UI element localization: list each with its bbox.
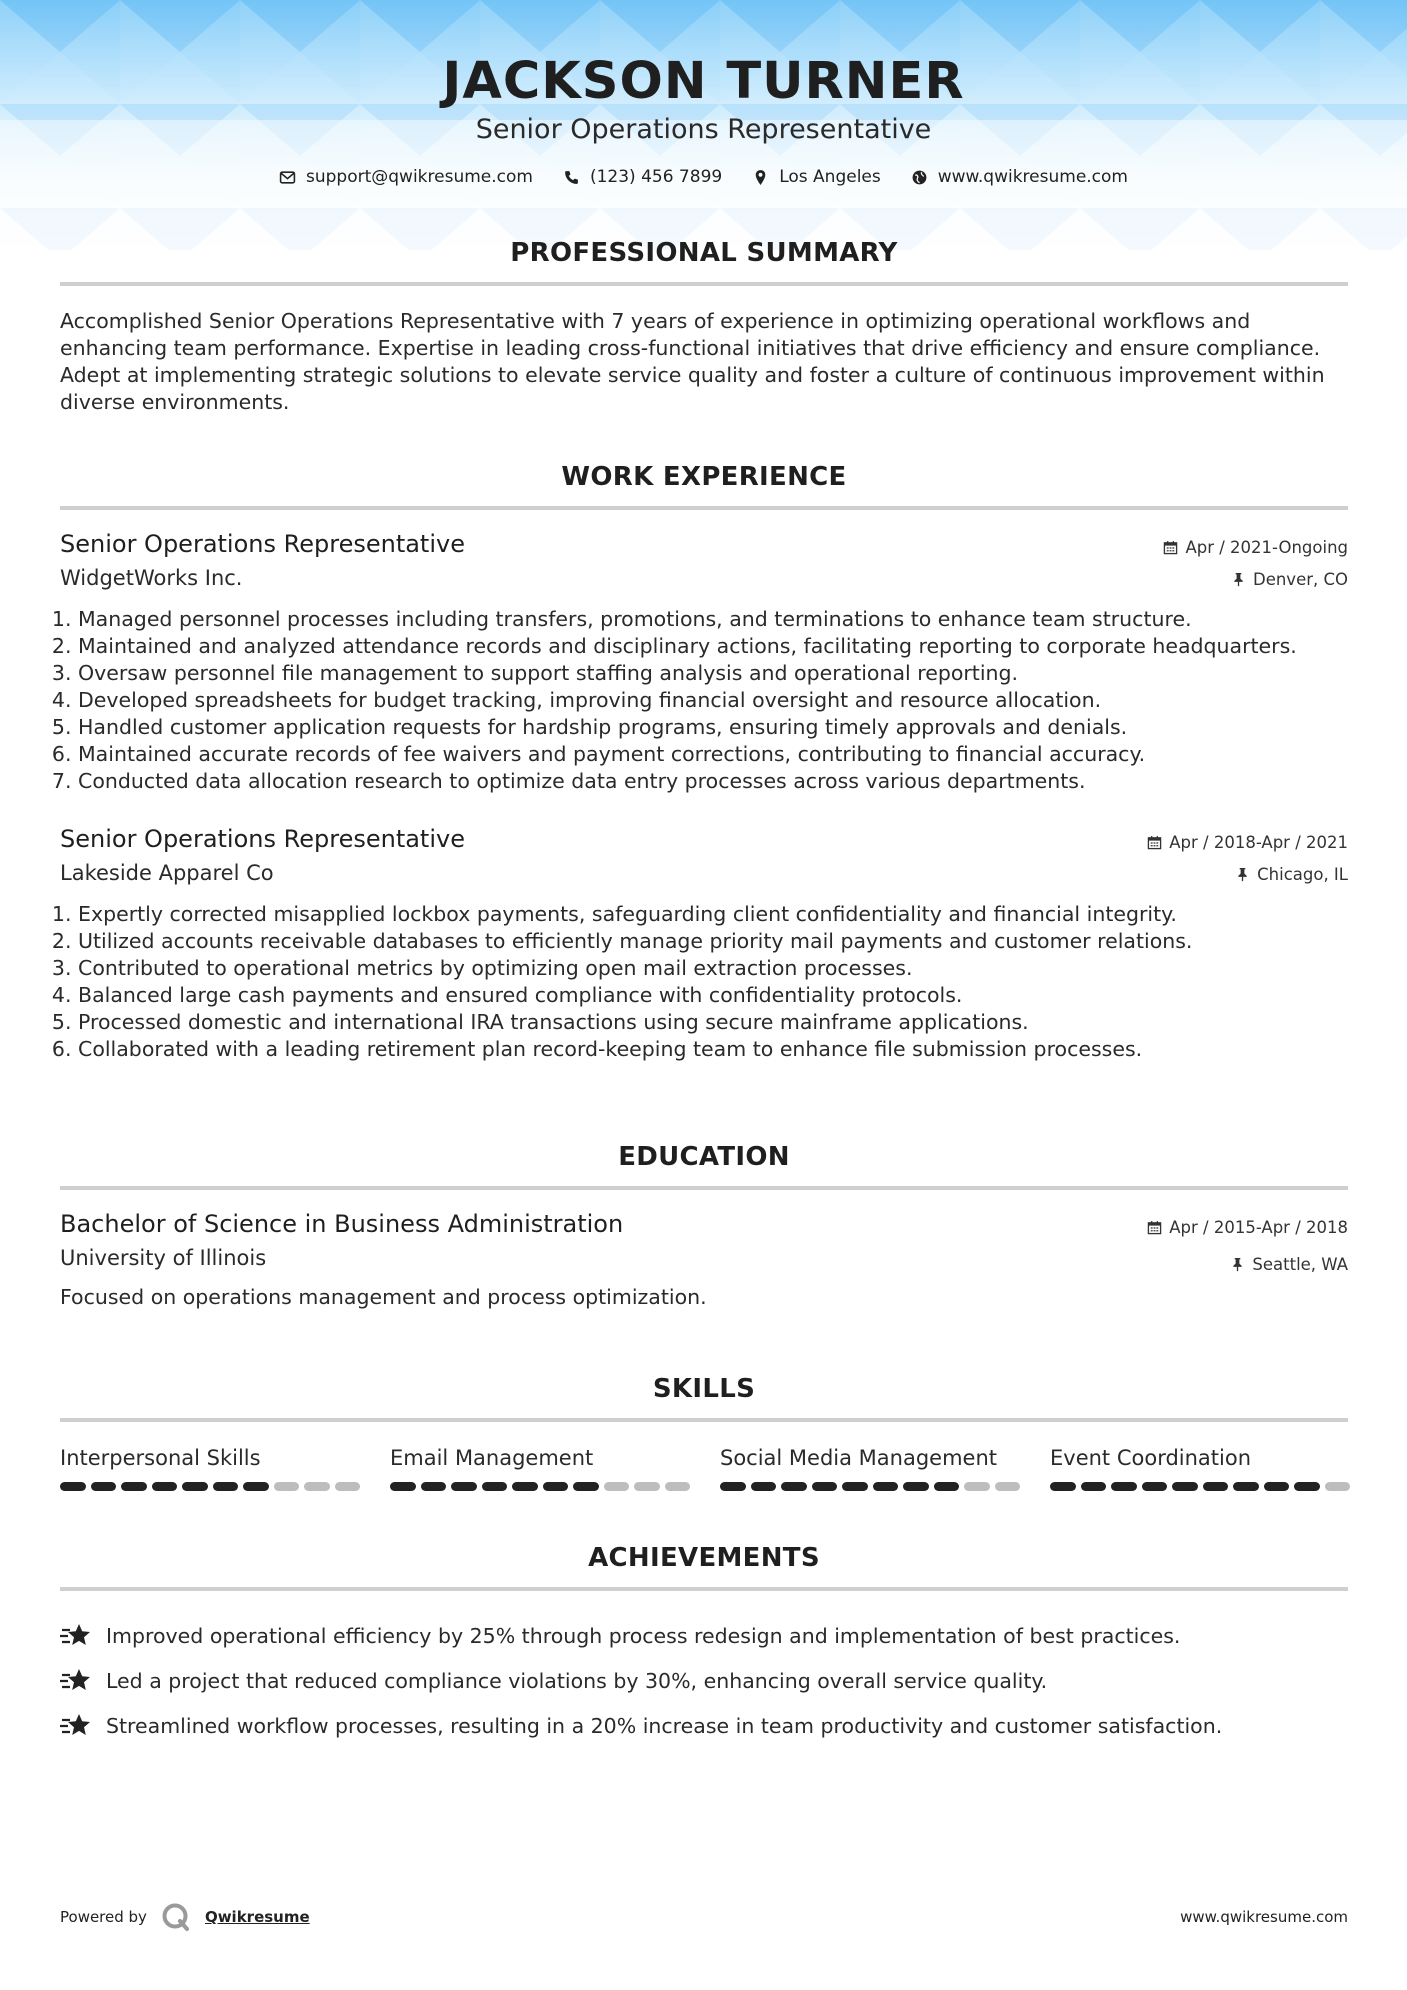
powered-by-label: Powered by [60,1908,147,1926]
job-company: Lakeside Apparel Co [60,861,274,885]
skill-segment-filled [1050,1482,1076,1491]
brand-link[interactable]: Qwikresume [204,1908,310,1926]
skill-segment-filled [91,1482,117,1491]
skill-item [1050,1446,1350,1491]
envelope-icon [279,169,296,186]
pushpin-icon [1235,867,1250,882]
section-divider [60,1186,1348,1190]
qwikresume-logo-icon [161,1902,191,1932]
list-item [60,1658,1348,1703]
achievement-text: Improved operational efficiency by 25% through process redesign and implementation of best practices. [106,1623,1181,1648]
section-divider [60,1418,1348,1422]
skill-segment-filled [213,1482,239,1491]
skill-segment-filled [243,1482,269,1491]
location-text: Los Angeles [779,167,881,188]
skill-item [390,1446,690,1491]
pushpin-icon [1231,572,1246,587]
skill-segment-filled [1264,1482,1290,1491]
skill-segment-empty [634,1482,660,1491]
job-location: Chicago, IL [1257,865,1348,884]
map-pin-icon [752,169,769,186]
summary-heading: PROFESSIONAL SUMMARY [510,238,898,268]
achievements-heading: ACHIEVEMENTS [588,1543,820,1573]
globe-icon [911,169,928,186]
list-item: 2. Utilized accounts receivable databases to efficiently manage priority mail payments and customer relations. [78,928,1348,955]
skill-segment-filled [1294,1482,1320,1491]
skill-segment-filled [1142,1482,1168,1491]
experience-section [60,462,1348,1063]
contact-email[interactable] [279,167,533,187]
skill-level-bar [390,1482,690,1491]
achievements-section [60,1543,1348,1748]
page-footer [60,1902,1348,1932]
skill-segment-filled [751,1482,777,1491]
skill-segment-filled [842,1482,868,1491]
skill-segment-empty [604,1482,630,1491]
list-item: 5. Handled customer application requests for hardship programs, ensuring timely approvals and denials. [78,714,1348,741]
skill-segment-filled [1233,1482,1259,1491]
job-responsibilities [60,901,1348,1063]
contact-location [752,167,881,187]
candidate-name: JACKSON TURNER [442,52,965,111]
skill-name: Email Management [390,1446,594,1470]
summary-text: Accomplished Senior Operations Representative with 7 years of experience in optimizing operational workflows and enhancing team performance. Expertise in leading cross-functional initiatives that drive efficiency and ensure compliance. Adept at implementing strategic solutions to elevate service quality and foster a culture of continuous improvement within diverse environments. [60,309,1325,414]
skill-segment-filled [60,1482,86,1491]
education-location: Seattle, WA [1252,1255,1348,1274]
skill-segment-empty [1325,1482,1351,1491]
skills-heading: SKILLS [652,1374,756,1404]
skill-segment-empty [335,1482,361,1491]
skill-segment-filled [1203,1482,1229,1491]
education-heading: EDUCATION [618,1142,790,1172]
skill-item [60,1446,360,1491]
skill-segment-filled [1081,1482,1107,1491]
skills-row [60,1446,1348,1491]
footer-website[interactable]: www.qwikresume.com [1180,1908,1348,1926]
job-title: Senior Operations Representative [60,530,465,558]
list-item: 2. Maintained and analyzed attendance records and disciplinary actions, facilitating reporting to corporate headquarters. [78,633,1348,660]
list-item: 4. Balanced large cash payments and ensured compliance with confidentiality protocols. [78,982,1348,1009]
job-dates: Apr / 2018-Apr / 2021 [1169,833,1348,852]
skill-segment-filled [720,1482,746,1491]
skill-level-bar [720,1482,1020,1491]
powered-by [60,1902,310,1932]
skill-segment-empty [304,1482,330,1491]
skill-segment-filled [121,1482,147,1491]
job-responsibilities [60,606,1348,795]
degree-title: Bachelor of Science in Business Administration [60,1210,624,1238]
job-dates: Apr / 2021-Ongoing [1185,538,1348,557]
star-icon [60,1667,92,1695]
skill-segment-filled [781,1482,807,1491]
skill-segment-empty [964,1482,990,1491]
phone-text: (123) 456 7899 [589,167,723,188]
skill-segment-filled [903,1482,929,1491]
section-divider [60,1587,1348,1591]
contact-phone[interactable] [563,167,722,187]
list-item: 6. Collaborated with a leading retirement plan record-keeping team to enhance file submission processes. [78,1036,1348,1063]
section-divider [60,506,1348,510]
skill-segment-empty [995,1482,1021,1491]
calendar-icon [1163,540,1178,555]
list-item: 1. Managed personnel processes including transfers, promotions, and terminations to enhance team structure. [78,606,1348,633]
list-item [60,1613,1348,1658]
skill-segment-filled [934,1482,960,1491]
skill-segment-filled [182,1482,208,1491]
job-title: Senior Operations Representative [60,825,465,853]
list-item [60,1703,1348,1748]
list-item: 4. Developed spreadsheets for budget tracking, improving financial oversight and resource allocation. [78,687,1348,714]
star-icon [60,1622,92,1650]
skill-segment-empty [665,1482,691,1491]
list-item: 3. Contributed to operational metrics by optimizing open mail extraction processes. [78,955,1348,982]
calendar-icon [1147,835,1162,850]
job-location: Denver, CO [1252,570,1348,589]
skill-level-bar [60,1482,360,1491]
skill-segment-filled [873,1482,899,1491]
summary-section [60,238,1348,416]
skill-segment-filled [543,1482,569,1491]
education-entry [60,1210,1348,1311]
job-entry [60,825,1348,1063]
job-entry [60,530,1348,795]
skill-segment-filled [482,1482,508,1491]
achievement-text: Led a project that reduced compliance violations by 30%, enhancing overall service quality. [106,1668,1048,1693]
skill-segment-filled [1111,1482,1137,1491]
education-section [60,1142,1348,1311]
skill-segment-filled [573,1482,599,1491]
skill-segment-filled [390,1482,416,1491]
email-text: support@qwikresume.com [306,167,533,188]
experience-heading: WORK EXPERIENCE [561,462,847,492]
school-name: University of Illinois [60,1246,267,1270]
skill-segment-filled [152,1482,178,1491]
skill-item [720,1446,1020,1491]
skill-segment-filled [1172,1482,1198,1491]
education-note: Focused on operations management and process optimization. [60,1285,707,1309]
skill-name: Interpersonal Skills [60,1446,261,1470]
skill-name: Social Media Management [720,1446,998,1470]
star-icon [60,1712,92,1740]
skill-segment-filled [451,1482,477,1491]
list-item: 1. Expertly corrected misapplied lockbox payments, safeguarding client confidentiality and financial integrity. [78,901,1348,928]
calendar-icon [1147,1220,1162,1235]
education-dates: Apr / 2015-Apr / 2018 [1169,1218,1348,1237]
list-item: 3. Oversaw personnel file management to support staffing analysis and operational reporting. [78,660,1348,687]
candidate-role: Senior Operations Representative [475,114,932,146]
contact-row [0,167,1407,187]
contact-website[interactable] [911,167,1128,187]
skills-section [60,1374,1348,1491]
section-divider [60,282,1348,286]
resume-header [0,54,1407,187]
skill-segment-filled [421,1482,447,1491]
skill-level-bar [1050,1482,1350,1491]
achievements-list [60,1613,1348,1748]
skill-segment-filled [512,1482,538,1491]
list-item: 5. Processed domestic and international IRA transactions using secure mainframe applications. [78,1009,1348,1036]
phone-icon [563,169,580,186]
job-company: WidgetWorks Inc. [60,566,243,590]
list-item: 7. Conducted data allocation research to optimize data entry processes across various departments. [78,768,1348,795]
achievement-text: Streamlined workflow processes, resulting in a 20% increase in team productivity and customer satisfaction. [106,1713,1223,1738]
pushpin-icon [1230,1257,1245,1272]
skill-segment-empty [274,1482,300,1491]
skill-segment-filled [812,1482,838,1491]
list-item: 6. Maintained accurate records of fee waivers and payment corrections, contributing to financial accuracy. [78,741,1348,768]
skill-name: Event Coordination [1050,1446,1252,1470]
website-text: www.qwikresume.com [937,167,1128,188]
